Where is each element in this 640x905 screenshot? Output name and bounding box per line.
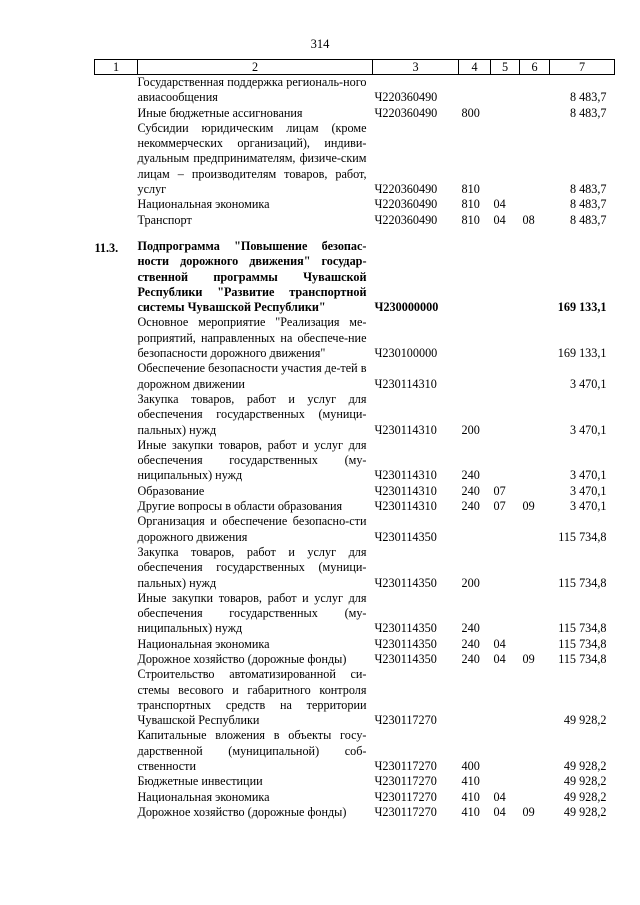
column-header: 5 — [491, 60, 520, 75]
spacer-row — [95, 228, 615, 239]
item-name: Иные бюджетные ассигнования — [137, 105, 303, 120]
row-number — [95, 499, 138, 514]
item-name: Транспорт — [137, 212, 192, 227]
subsection: 09 — [522, 499, 535, 514]
table-row — [95, 121, 615, 197]
expense-type: 240 — [461, 483, 480, 498]
section: 04 — [493, 804, 506, 819]
table-row — [95, 545, 615, 591]
expense-type: 400 — [461, 759, 480, 774]
amount: 3 470,1 — [569, 468, 607, 483]
column-header: 4 — [459, 60, 491, 75]
table-row — [95, 392, 615, 438]
table-row — [95, 774, 615, 789]
item-name: Иные закупки товаров, работ и услуг для обеспечения государственных (му-ниципальных) нужд — [137, 590, 367, 636]
subsection — [520, 239, 550, 315]
row-number — [95, 438, 138, 484]
column-header: 7 — [550, 60, 615, 75]
subsection — [520, 728, 550, 774]
row-number — [95, 197, 138, 212]
table-row — [95, 197, 615, 212]
expense-type: 240 — [461, 468, 480, 483]
item-name: Национальная экономика — [137, 789, 270, 804]
section — [491, 392, 520, 438]
target-code: Ч230114350 — [374, 529, 437, 544]
expense-type: 410 — [461, 804, 480, 819]
section — [491, 438, 520, 484]
expense-type — [459, 75, 491, 106]
item-name: Образование — [137, 483, 205, 498]
section — [491, 514, 520, 545]
section — [491, 106, 520, 121]
subsection: 09 — [522, 651, 535, 666]
expense-type: 810 — [461, 182, 480, 197]
column-header: 6 — [520, 60, 550, 75]
target-code: Ч230117270 — [374, 774, 437, 789]
subsection — [520, 774, 550, 789]
table-row — [95, 499, 615, 514]
target-code: Ч230114310 — [374, 468, 437, 483]
amount: 8 483,7 — [569, 182, 607, 197]
target-code: Ч230117270 — [374, 804, 437, 819]
expense-type — [459, 361, 491, 392]
row-number — [95, 392, 138, 438]
row-number — [95, 484, 138, 499]
expense-type: 810 — [461, 197, 480, 212]
subsection — [520, 361, 550, 392]
section — [491, 591, 520, 637]
table-row — [95, 790, 615, 805]
item-name: Субсидии юридическим лицам (кроме некоммерческих организаций), индиви-дуальным предпринимателям, физиче-ским лицам – производителям товаров, работ, услуг — [137, 120, 367, 197]
amount: 115 734,8 — [558, 651, 607, 666]
amount: 8 483,7 — [569, 90, 607, 105]
section — [491, 728, 520, 774]
amount: 115 734,8 — [558, 621, 607, 636]
item-name: Дорожное хозяйство (дорожные фонды) — [137, 804, 347, 819]
subsection — [520, 667, 550, 728]
section — [491, 75, 520, 106]
page-number: 314 — [310, 37, 330, 51]
table-row — [95, 591, 615, 637]
amount: 3 470,1 — [569, 483, 607, 498]
column-header: 2 — [138, 60, 373, 75]
row-number — [95, 652, 138, 667]
subsection — [520, 121, 550, 197]
section: 04 — [493, 197, 506, 212]
subsection: 08 — [522, 212, 535, 227]
expense-type: 410 — [461, 789, 480, 804]
table-row — [95, 652, 615, 667]
amount: 3 470,1 — [569, 422, 607, 437]
item-name: Дорожное хозяйство (дорожные фонды) — [137, 651, 347, 666]
section — [491, 121, 520, 197]
section: 04 — [493, 636, 506, 651]
subsection — [520, 315, 550, 361]
table-row — [95, 514, 615, 545]
section — [491, 315, 520, 361]
subsection — [520, 392, 550, 438]
expense-type: 240 — [461, 651, 480, 666]
target-code: Ч220360490 — [374, 105, 438, 120]
item-name: Организация и обеспечение безопасно-сти дорожного движения — [137, 514, 367, 544]
expense-type: 240 — [461, 621, 480, 636]
section — [491, 545, 520, 591]
expense-type: 240 — [461, 636, 480, 651]
amount: 115 734,8 — [558, 575, 607, 590]
row-number — [95, 591, 138, 637]
amount: 49 928,2 — [563, 759, 607, 774]
expense-type: 410 — [461, 774, 480, 789]
target-code: Ч230114310 — [374, 499, 437, 514]
row-number — [95, 514, 138, 545]
target-code: Ч230114350 — [374, 651, 437, 666]
item-name: Подпрограмма "Повышение безопас-ности дорожного движения" государ-ственной программы Чувашской Республики "Развитие транспортной системы Чувашской Республики" — [137, 238, 367, 315]
row-number — [95, 315, 138, 361]
budget-table — [94, 59, 615, 820]
amount: 115 734,8 — [558, 636, 607, 651]
section — [491, 239, 520, 315]
item-name: Основное мероприятие "Реализация ме-роприятий, направленных на обеспече-ние безопасности дорожного движения" — [137, 315, 367, 361]
target-code: Ч220360490 — [374, 90, 438, 105]
table-row — [95, 438, 615, 484]
table-body — [95, 75, 615, 821]
amount: 115 734,8 — [558, 529, 607, 544]
expense-type: 200 — [461, 422, 480, 437]
subsection — [520, 637, 550, 652]
target-code: Ч230117270 — [374, 759, 437, 774]
subsection — [520, 484, 550, 499]
section: 04 — [493, 789, 506, 804]
item-name: Строительство автоматизированной си-стемы весового и габаритного контроля транспортных средств на территории Чувашской Республики — [137, 667, 367, 728]
table-row — [95, 106, 615, 121]
row-number — [95, 637, 138, 652]
row-number — [95, 805, 138, 820]
amount: 49 928,2 — [563, 774, 607, 789]
subsection — [520, 106, 550, 121]
table-row — [95, 728, 615, 774]
section: 07 — [493, 483, 506, 498]
target-code: Ч230117270 — [374, 713, 437, 728]
subsection — [520, 591, 550, 637]
subsection — [520, 790, 550, 805]
item-name: Закупка товаров, работ и услуг для обеспечения государственных (муници-пальных) нужд — [137, 544, 367, 590]
table-row — [95, 315, 615, 361]
row-number — [95, 790, 138, 805]
target-code: Ч220360490 — [374, 182, 438, 197]
row-number — [95, 361, 138, 392]
expense-type — [459, 315, 491, 361]
target-code: Ч230114350 — [374, 636, 437, 651]
subsection — [520, 438, 550, 484]
target-code: Ч230100000 — [374, 346, 438, 361]
row-number: 11.3. — [94, 240, 119, 255]
target-code: Ч230114310 — [374, 376, 437, 391]
target-code: Ч230117270 — [374, 789, 437, 804]
section — [491, 667, 520, 728]
table-row — [95, 484, 615, 499]
table-row — [95, 637, 615, 652]
item-name: Государственная поддержка региональ-ного авиасообщения — [137, 75, 367, 105]
expense-type: 810 — [461, 212, 480, 227]
expense-type: 800 — [461, 105, 480, 120]
row-number — [95, 213, 138, 228]
amount: 8 483,7 — [569, 197, 607, 212]
target-code: Ч230114350 — [374, 575, 437, 590]
subsection — [520, 514, 550, 545]
expense-type — [459, 239, 491, 315]
spacer-cell — [95, 228, 615, 239]
amount: 169 133,1 — [557, 346, 607, 361]
item-name: Бюджетные инвестиции — [137, 774, 263, 789]
amount: 8 483,7 — [569, 105, 607, 120]
item-name: Национальная экономика — [137, 636, 270, 651]
expense-type — [459, 667, 491, 728]
section: 07 — [493, 499, 506, 514]
table-row — [95, 213, 615, 228]
row-number — [95, 106, 138, 121]
subsection — [520, 545, 550, 591]
item-name: Закупка товаров, работ и услуг для обеспечения государственных (муници-пальных) нужд — [137, 391, 367, 437]
amount: 3 470,1 — [569, 499, 607, 514]
table-row — [95, 361, 615, 392]
table-row — [95, 239, 615, 315]
table-row — [95, 805, 615, 820]
item-name: Капитальные вложения в объекты госу-дарственной (муниципальной) соб-ственности — [137, 728, 367, 774]
row-number — [95, 121, 138, 197]
section: 04 — [493, 212, 506, 227]
item-name: Иные закупки товаров, работ и услуг для обеспечения государственных (му-ниципальных) нужд — [137, 437, 367, 483]
item-name: Обеспечение безопасности участия де-тей в дорожном движении — [137, 361, 367, 391]
target-code: Ч230114310 — [374, 483, 437, 498]
amount: 49 928,2 — [563, 713, 607, 728]
table-row — [95, 75, 615, 106]
expense-type: 200 — [461, 575, 480, 590]
amount: 8 483,7 — [569, 212, 607, 227]
column-header: 1 — [95, 60, 138, 75]
section — [491, 361, 520, 392]
target-code: Ч230114350 — [374, 621, 437, 636]
amount: 3 470,1 — [569, 376, 607, 391]
item-name: Национальная экономика — [137, 197, 270, 212]
expense-type — [459, 514, 491, 545]
section: 04 — [493, 651, 506, 666]
column-number-row — [95, 60, 615, 75]
amount: 49 928,2 — [563, 789, 607, 804]
column-header: 3 — [373, 60, 459, 75]
target-code: Ч220360490 — [374, 197, 438, 212]
row-number — [95, 545, 138, 591]
target-code: Ч230000000 — [374, 300, 439, 315]
amount: 169 133,1 — [557, 300, 607, 315]
row-number — [95, 728, 138, 774]
amount: 49 928,2 — [563, 804, 607, 819]
subsection — [520, 197, 550, 212]
row-number — [95, 774, 138, 789]
subsection — [520, 75, 550, 106]
item-name: Другие вопросы в области образования — [137, 499, 343, 514]
row-number — [95, 667, 138, 728]
row-number — [95, 75, 138, 106]
expense-type: 240 — [461, 499, 480, 514]
section — [491, 774, 520, 789]
target-code: Ч220360490 — [374, 212, 438, 227]
subsection: 09 — [522, 804, 535, 819]
table-row — [95, 667, 615, 728]
target-code: Ч230114310 — [374, 422, 437, 437]
